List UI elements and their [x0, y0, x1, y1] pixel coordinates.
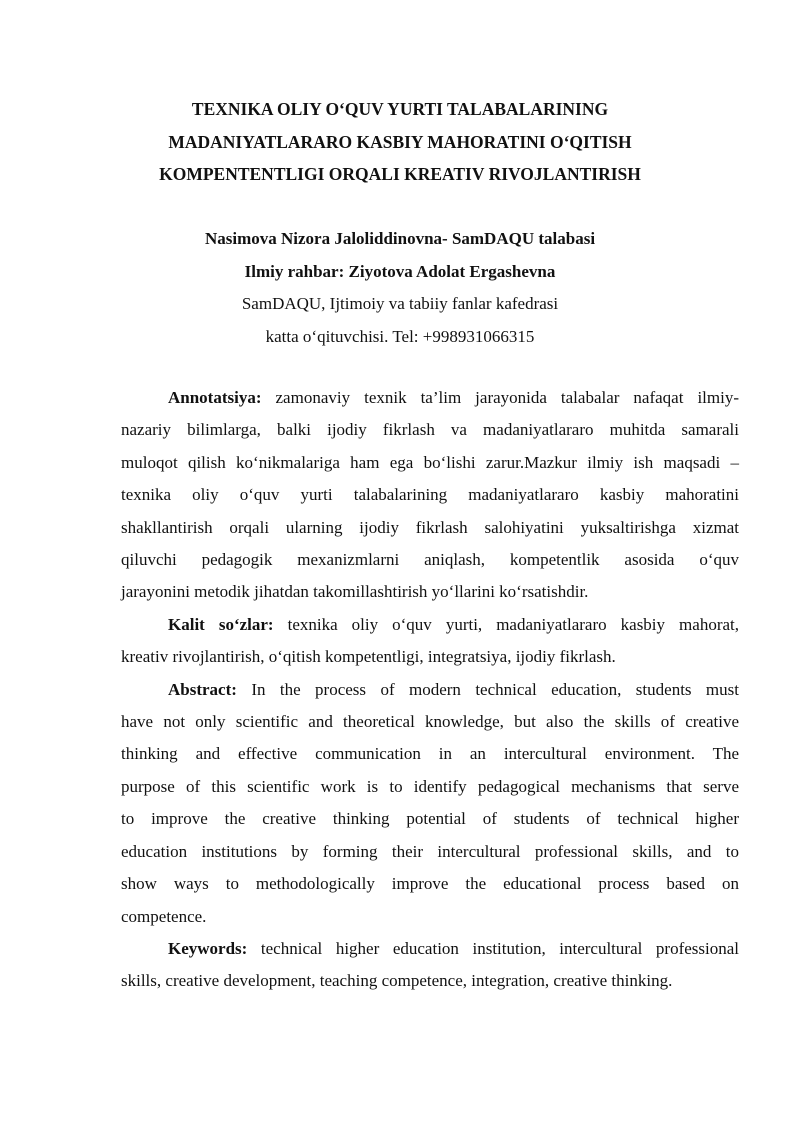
affiliation: SamDAQU, Ijtimoiy va tabiiy fanlar kafedrasi	[241, 294, 559, 313]
title-line-2: MADANIYATLARARO KASBIY MAHORATINI O‘QITISH	[168, 131, 632, 152]
keywords-en-paragraph	[121, 933, 739, 998]
annotation-line: muloqot qilish ko‘nikmalariga ham ega bo‘lishi zarur.Mazkur ilmiy ish maqsadi –	[121, 452, 739, 472]
keywords-uz-label: Kalit so‘zlar:	[168, 614, 274, 634]
keywords-uz-line: Kalit so‘zlar: texnika oliy o‘quv yurti, madaniyatlararo kasbiy mahorat,	[168, 614, 739, 634]
title-line-3: KOMPENTENTLIGI ORQALI KREATIV RIVOJLANTIRISH	[159, 164, 641, 184]
abstract-line: show ways to methodologically improve the educational process based on	[121, 874, 739, 894]
supervisor-name: Ilmiy rahbar: Ziyotova Adolat Ergashevna	[244, 261, 556, 281]
keywords-uz-paragraph	[121, 609, 739, 674]
abstract-line: Abstract: In the process of modern technical education, students must	[168, 679, 739, 699]
keywords-en-line: Keywords: technical higher education institution, intercultural professional	[168, 938, 740, 958]
annotation-label: Annotatsiya:	[168, 388, 262, 407]
annotation-line: jarayonini metodik jihatdan takomillashtirish yo‘llarini ko‘rsatishdir.	[121, 582, 589, 602]
abstract-paragraph	[121, 674, 739, 933]
annotation-line: Annotatsiya: zamonaviy texnik ta’lim jarayonida talabalar nafaqat ilmiy-	[168, 388, 739, 407]
annotation-line: shakllantirish orqali ularning ijodiy fikrlash salohiyatini yuksaltirishga xizmat	[121, 517, 739, 537]
author-block	[100, 223, 700, 353]
position-phone: katta o‘qituvchisi. Tel: +998931066315	[265, 326, 535, 346]
annotation-line: qiluvchi pedagogik mexanizmlarni aniqlash, kompetentlik asosida o‘quv	[121, 550, 739, 570]
author-name: Nasimova Nizora Jaloliddinovna- SamDAQU talabasi	[204, 229, 596, 248]
abstract-label: Abstract:	[168, 679, 237, 699]
abstract-line: thinking and effective communication in an intercultural environment. The	[121, 744, 739, 764]
annotation-line: nazariy bilimlarga, balki ijodiy fikrlash va madaniyatlararo muhitda samarali	[121, 420, 739, 440]
abstract-line: competence.	[121, 906, 207, 926]
annotation-line: texnika oliy o‘quv yurti talabalarining madaniyatlararo kasbiy mahoratini	[121, 485, 739, 505]
abstract-line: to improve the creative thinking potential of students of technical higher	[121, 809, 739, 829]
abstract-line: purpose of this scientific work is to identify pedagogical mechanisms that serve	[121, 776, 739, 796]
keywords-uz-line: kreativ rivojlantirish, o‘qitish kompetentligi, integratsiya, ijodiy fikrlash.	[121, 647, 616, 667]
abstract-body	[121, 382, 739, 998]
abstract-line: education institutions by forming their intercultural professional skills, and to	[121, 841, 739, 861]
keywords-en-line: skills, creative development, teaching competence, integration, creative thinking.	[121, 971, 673, 991]
keywords-en-label: Keywords:	[168, 938, 248, 958]
paper-title	[100, 93, 700, 191]
title-line-1: TEXNIKA OLIY O‘QUV YURTI TALABALARINING	[191, 99, 609, 119]
annotation-paragraph	[121, 382, 739, 609]
abstract-line: have not only scientific and theoretical knowledge, but also the skills of creative	[121, 712, 739, 732]
